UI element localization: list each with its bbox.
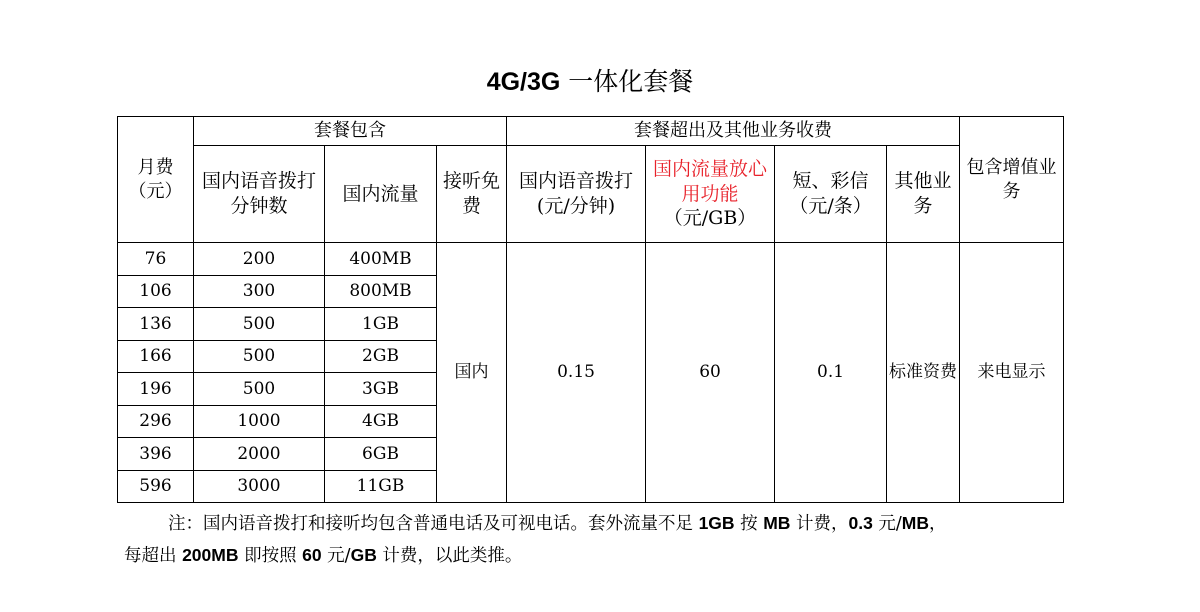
footnote-value: GB	[350, 545, 377, 565]
header-package-includes: 套餐包含	[194, 117, 507, 146]
cell-voice-minutes: 300	[194, 275, 325, 308]
footnote-value: 1GB	[698, 513, 735, 533]
footnote-value: MB	[763, 513, 791, 533]
cell-voice-minutes: 3000	[194, 470, 325, 503]
cell-data-allowance: 400MB	[325, 243, 437, 276]
cell-voice-rate: 0.15	[507, 243, 646, 503]
footnote-value: 0.3	[848, 513, 873, 533]
cell-monthly-fee: 596	[118, 470, 194, 503]
cell-data-rate: 60	[646, 243, 775, 503]
header-sms-mms: 短、彩信（元/条）	[775, 146, 887, 243]
cell-monthly-fee: 396	[118, 438, 194, 471]
footnote-text: 注：国内语音拨打和接听均包含普通电话及可视电话。套外流量不足	[168, 514, 699, 534]
footnote-line-2	[124, 540, 1074, 572]
table-row	[118, 243, 1064, 276]
cell-monthly-fee: 196	[118, 373, 194, 406]
title-plan-name: 一体化套餐	[560, 67, 694, 96]
cell-other-services: 标准资费	[887, 243, 960, 503]
cell-free-incoming: 国内	[437, 243, 507, 503]
header-value-added: 包含增值业务	[960, 117, 1064, 243]
cell-data-allowance: 2GB	[325, 340, 437, 373]
plan-table	[117, 116, 1064, 503]
cell-monthly-fee: 136	[118, 308, 194, 341]
page-title	[0, 62, 1180, 98]
title-network: 4G/3G	[486, 68, 561, 96]
cell-voice-minutes: 1000	[194, 405, 325, 438]
header-free-incoming: 接听免费	[437, 146, 507, 243]
cell-data-allowance: 11GB	[325, 470, 437, 503]
cell-data-allowance: 4GB	[325, 405, 437, 438]
cell-voice-minutes: 500	[194, 340, 325, 373]
header-data-unlimited	[646, 146, 775, 243]
header-domestic-voice-minutes: 国内语音拨打分钟数	[194, 146, 325, 243]
header-overage-and-other: 套餐超出及其他业务收费	[507, 117, 960, 146]
cell-value-added: 来电显示	[960, 243, 1064, 503]
footnote-text: 计费，以此类推。	[376, 546, 523, 566]
footnote-text: 即按照	[238, 546, 303, 566]
cell-voice-minutes: 500	[194, 373, 325, 406]
cell-data-allowance: 1GB	[325, 308, 437, 341]
footnote	[124, 508, 1074, 572]
footnote-text: 元/	[872, 514, 902, 534]
cell-sms-rate: 0.1	[775, 243, 887, 503]
header-other-services: 其他业务	[887, 146, 960, 243]
footnote-text: ，	[929, 514, 947, 534]
footnote-value: 200MB	[182, 545, 239, 565]
footnote-text: 元/	[321, 546, 351, 566]
cell-monthly-fee: 296	[118, 405, 194, 438]
footnote-text: 按	[734, 514, 764, 534]
cell-data-allowance: 6GB	[325, 438, 437, 471]
header-data-unlimited-unit: （元/GB）	[663, 207, 757, 230]
cell-monthly-fee: 166	[118, 340, 194, 373]
cell-monthly-fee: 106	[118, 275, 194, 308]
cell-voice-minutes: 200	[194, 243, 325, 276]
header-domestic-data: 国内流量	[325, 146, 437, 243]
header-data-unlimited-label: 国内流量放心用功能	[653, 157, 768, 205]
header-domestic-voice-rate: 国内语音拨打(元/分钟)	[507, 146, 646, 243]
cell-voice-minutes: 500	[194, 308, 325, 341]
cell-monthly-fee: 76	[118, 243, 194, 276]
cell-voice-minutes: 2000	[194, 438, 325, 471]
cell-data-allowance: 800MB	[325, 275, 437, 308]
footnote-value: 60	[302, 545, 322, 565]
header-monthly-fee: 月费（元）	[118, 117, 194, 243]
cell-data-allowance: 3GB	[325, 373, 437, 406]
footnote-text: 计费，	[790, 514, 849, 534]
footnote-value: MB	[901, 513, 929, 533]
footnote-text: 每超出	[124, 546, 183, 566]
header-row-columns	[118, 146, 1064, 243]
footnote-line-1	[124, 508, 1074, 540]
header-row-groups	[118, 117, 1064, 146]
